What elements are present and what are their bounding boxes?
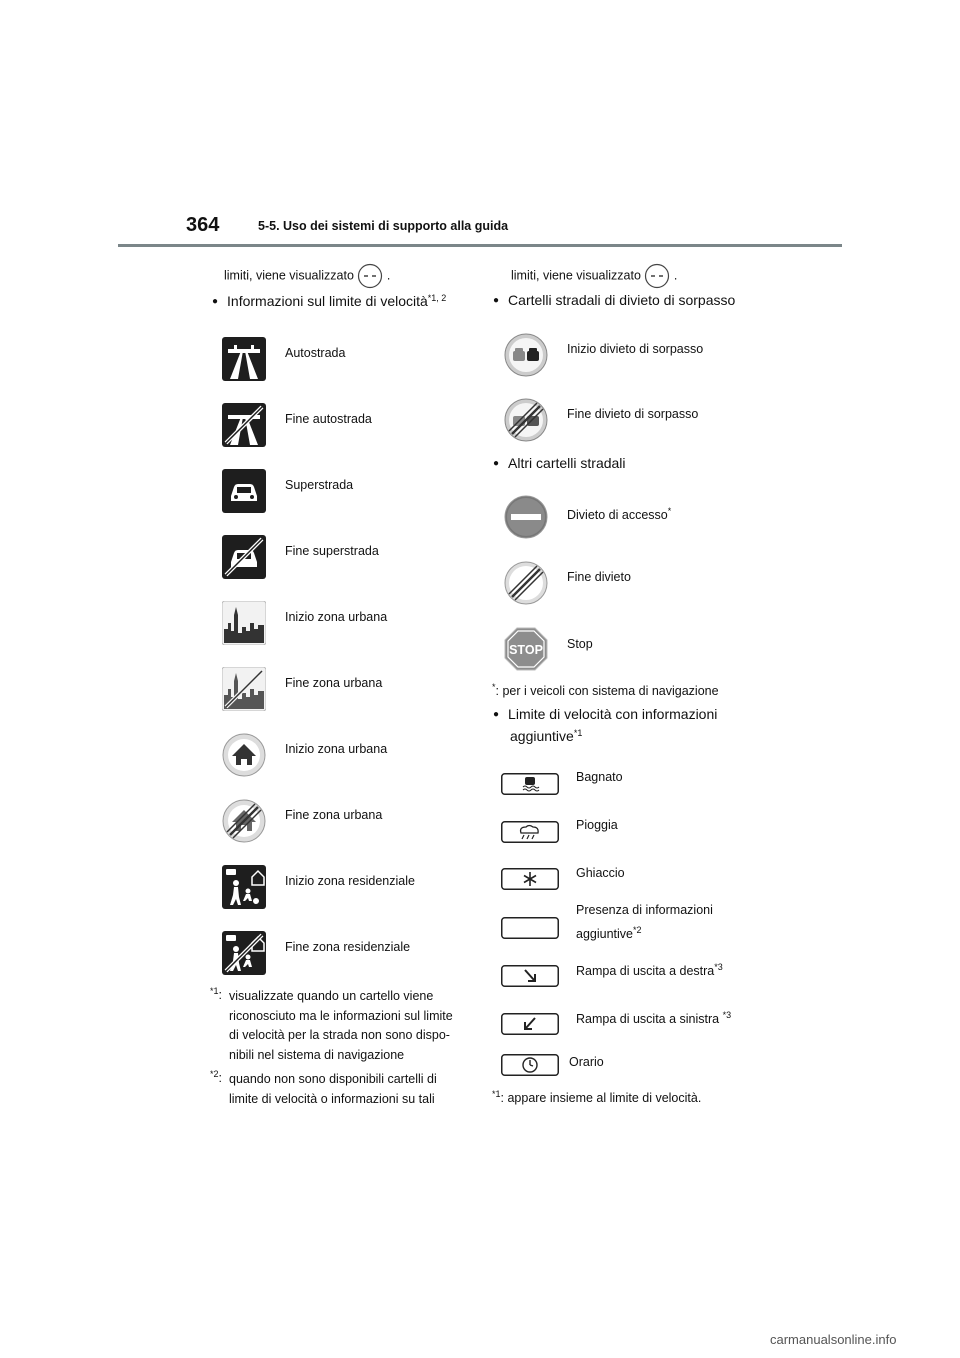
motorway-end-icon — [222, 403, 266, 447]
sign-label: Inizio zona urbana — [285, 610, 388, 624]
plate-label: Bagnato — [576, 770, 623, 784]
residential-end-icon — [222, 931, 266, 975]
sign-label: Superstrada — [285, 478, 354, 492]
exit-left-icon — [501, 1013, 559, 1035]
plate-label: Rampa di uscita a destra$^{*3}$ — [576, 962, 723, 978]
sign-label: Fine zona urbana — [285, 676, 383, 690]
sign-label: Fine autostrada — [285, 412, 372, 426]
sign-label: Autostrada — [285, 346, 346, 360]
car-road-end-icon — [222, 535, 266, 579]
left-heading: ● Informazioni sul limite di velocità$^{*1, 2}$ — [212, 293, 446, 309]
plate-label: Rampa di uscita a sinistra $^{*3}$ — [576, 1010, 732, 1026]
sign-label: Fine zona urbana — [285, 808, 383, 822]
blank-plate-icon — [501, 917, 559, 939]
stop-text: STOP — [509, 643, 543, 657]
plate-label: Presenza di informazioni — [576, 903, 713, 917]
clock-icon — [501, 1054, 559, 1076]
left-intro-text: limiti, viene visualizzato — [224, 268, 354, 283]
section-title: 5-5. Uso dei sistemi di supporto alla guida — [258, 219, 509, 233]
other-footnote: *: per i veicoli con sistema di navigazione — [492, 682, 719, 698]
header-rule — [118, 244, 842, 247]
left-intro — [224, 263, 390, 289]
city-icon — [222, 601, 266, 645]
sign-label: Inizio zona residenziale — [285, 874, 415, 888]
rain-icon — [501, 821, 559, 843]
exit-right-icon — [501, 965, 559, 987]
sign-label: Fine divieto — [567, 570, 631, 584]
footnote-2: quando non sono disponibili cartelli di limite di velocità o informazioni su tali — [229, 1072, 437, 1106]
plate-label-line2: aggiuntive$^{*2}$ — [576, 925, 642, 941]
heading-other: ● Altri cartelli stradali — [493, 455, 626, 471]
snowflake-icon — [501, 868, 559, 890]
motorway-icon — [222, 337, 266, 381]
sign-label: Fine zona residenziale — [285, 940, 411, 954]
final-footnote: $^{*1}$: appare insieme al limite di velocità. — [492, 1089, 702, 1105]
car-road-icon — [222, 469, 266, 513]
sign-label: Fine superstrada — [285, 544, 379, 558]
no-overtaking-icon — [504, 333, 548, 377]
sign-label: Inizio zona urbana — [285, 742, 388, 756]
residential-icon — [222, 865, 266, 909]
watermark: carmanualsonline.info — [770, 1332, 897, 1347]
no-entry-icon — [504, 495, 548, 539]
plate-label: Orario — [569, 1055, 604, 1069]
heading-additional-line2: aggiuntive$^{*1}$ — [510, 728, 583, 744]
house-end-icon — [222, 799, 266, 843]
no-overtaking-end-icon — [504, 398, 548, 442]
end-restriction-icon — [504, 561, 548, 605]
footnote-mark: $^{*2}$: — [210, 1069, 222, 1085]
footnote-1: visualizzate quando un cartello viene riconosciuto ma le informazioni sul limite di velocità per la strada non sono dispo- nibili nel sistema di navigazione — [229, 989, 453, 1062]
left-intro-suffix: . — [386, 268, 391, 283]
city-end-icon — [222, 667, 266, 711]
wet-road-icon — [501, 773, 559, 795]
sign-label: Stop — [567, 637, 593, 651]
plate-label: Ghiaccio — [576, 866, 625, 880]
right-intro-suffix: . — [673, 268, 678, 283]
sign-label: Fine divieto di sorpasso — [567, 407, 699, 421]
page-number: 364 — [186, 214, 220, 236]
footnote-mark: $^{*1}$: — [210, 986, 222, 1002]
heading-additional: ● Limite di velocità con informazioni — [493, 706, 717, 722]
house-icon — [222, 733, 266, 777]
dash-limit-icon — [357, 263, 383, 289]
sign-label: Divieto di accesso* — [567, 506, 672, 522]
heading-overtake: ● Cartelli stradali di divieto di sorpasso — [493, 292, 735, 308]
right-intro — [511, 263, 677, 289]
right-intro-text: limiti, viene visualizzato — [511, 268, 641, 283]
sign-label: Inizio divieto di sorpasso — [567, 342, 704, 356]
plate-label: Pioggia — [576, 818, 618, 832]
dash-limit-icon — [644, 263, 670, 289]
stop-icon — [504, 627, 548, 671]
